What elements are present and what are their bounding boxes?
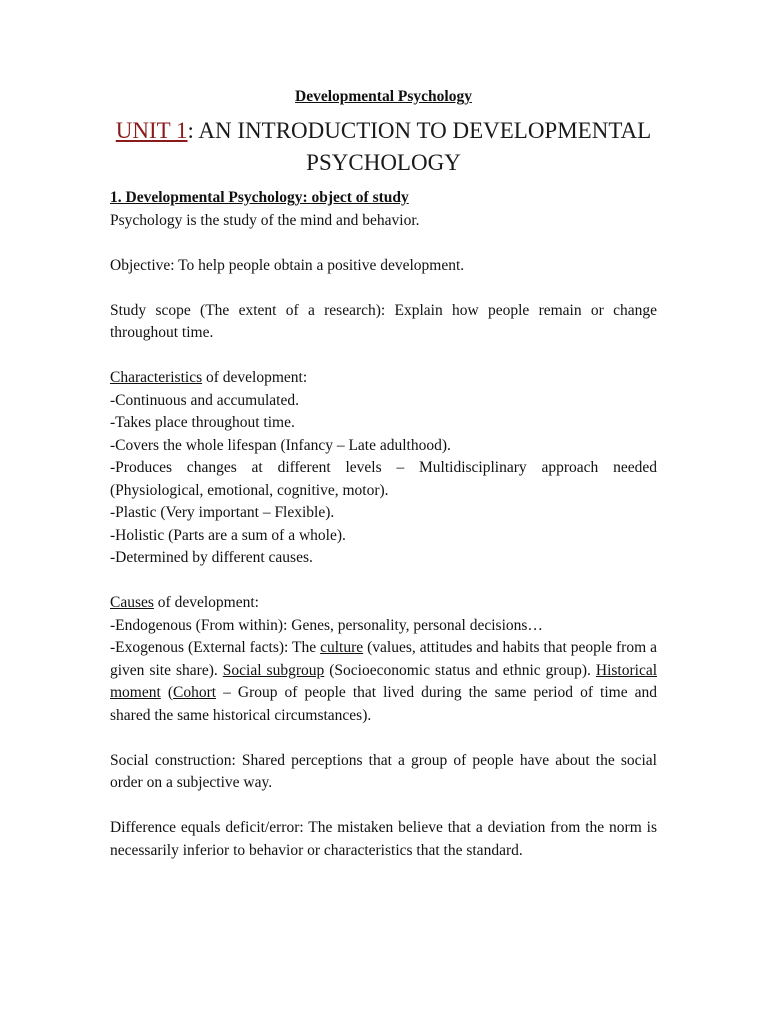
- section-heading: 1. Developmental Psychology: object of study: [110, 189, 409, 206]
- characteristics-item: -Takes place throughout time.: [110, 414, 295, 431]
- causes-heading: [110, 592, 657, 615]
- characteristics-term: Characteristics: [110, 369, 203, 386]
- exogenous-text: (values, attitudes and habits that people from a given site share).: [110, 639, 657, 679]
- characteristics-rest: of development:: [202, 369, 308, 386]
- historical-moment-term: Historical moment: [110, 661, 658, 701]
- spacer: [110, 277, 657, 300]
- unit-label: UNIT 1: [115, 118, 188, 143]
- characteristics-item: -Holistic (Parts are a sum of a whole).: [110, 526, 346, 544]
- social-subgroup-term: Social subgroup: [222, 661, 325, 679]
- cohort-term: Cohort: [173, 684, 217, 701]
- document-page: [110, 86, 657, 862]
- difference-deficit-paragraph: Difference equals deficit/error: The mistaken believe that a deviation from the norm is necessarily inferior to behavior or characteristics that the standard.: [110, 819, 657, 859]
- characteristics-heading: [110, 367, 657, 390]
- document-title: Developmental Psychology: [295, 88, 472, 105]
- characteristics-item: -Covers the whole lifespan (Infancy – Late adulthood).: [110, 436, 451, 454]
- exogenous-text: (: [160, 684, 174, 701]
- exogenous-text: – Group of people that lived during the same period of time and shared the same historical circumstances).: [110, 684, 657, 724]
- characteristics-item: -Produces changes at different levels – Multidisciplinary approach needed (Physiological, emotional, cognitive, motor).: [110, 459, 657, 499]
- unit-heading: [110, 115, 657, 179]
- spacer: [110, 795, 657, 818]
- causes-exogenous: [110, 637, 657, 727]
- definition-paragraph: Psychology is the study of the mind and behavior.: [110, 211, 420, 229]
- characteristics-item: -Determined by different causes.: [110, 549, 313, 566]
- social-construction-paragraph: Social construction: Shared perceptions that a group of people have about the social order on a subjective way.: [110, 751, 657, 791]
- characteristics-item: -Plastic (Very important – Flexible).: [110, 504, 335, 521]
- spacer: [110, 570, 657, 593]
- causes-term: Causes: [110, 594, 154, 611]
- spacer: [110, 232, 657, 255]
- spacer: [110, 727, 657, 750]
- exogenous-text: -Exogenous (External facts): The: [110, 639, 321, 656]
- study-scope-paragraph: Study scope (The extent of a research): Explain how people remain or change throughout time.: [110, 301, 657, 341]
- spacer: [110, 345, 657, 368]
- unit-title: : AN INTRODUCTION TO DEVELOPMENTAL PSYCHOLOGY: [187, 118, 652, 175]
- objective-paragraph: Objective: To help people obtain a positive development.: [110, 256, 465, 274]
- causes-rest: of development:: [153, 594, 259, 611]
- causes-endogenous: -Endogenous (From within): Genes, personality, personal decisions…: [110, 616, 543, 634]
- characteristics-item: -Continuous and accumulated.: [110, 391, 299, 409]
- culture-term: culture: [320, 639, 364, 656]
- exogenous-text: (Socioeconomic status and ethnic group).: [324, 661, 596, 679]
